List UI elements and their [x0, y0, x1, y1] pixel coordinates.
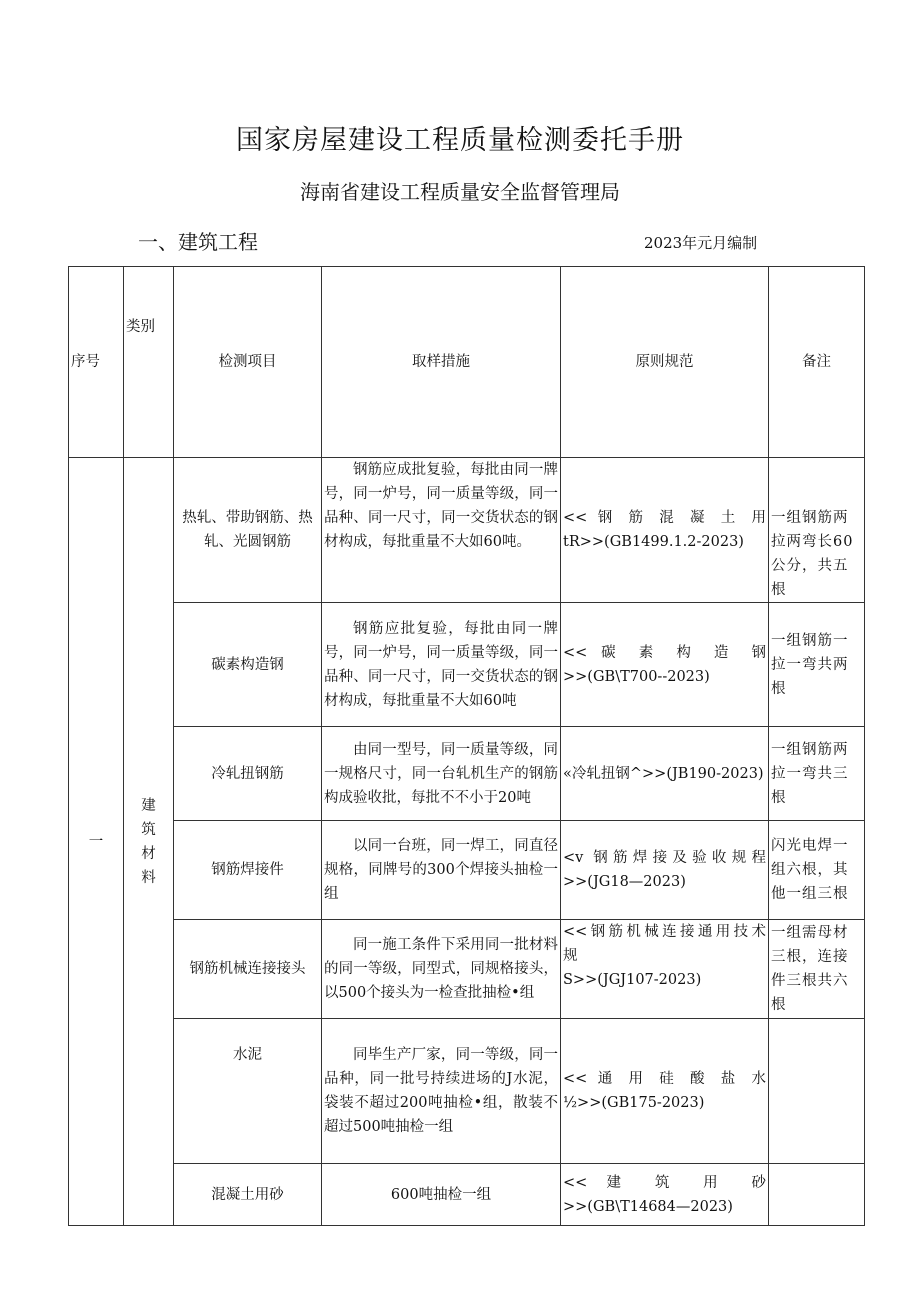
standard-line: <v 钢筋焊接及验收规程 — [563, 850, 766, 866]
note-cell: 闪光电焊一组六根，其他一组三根 — [769, 821, 865, 920]
standard-line: «冷轧扭钢^>>(JB190-2023) — [563, 765, 764, 782]
standard-line: S>>(JGJ107-2023) — [563, 972, 702, 988]
standard-line: << 碳 素 构 造 钢 — [563, 644, 766, 661]
table-row — [69, 727, 865, 821]
table-row — [69, 821, 865, 920]
header-method: 取样措施 — [322, 267, 561, 458]
section-heading: 一、建筑工程 — [138, 230, 258, 254]
standard-line: 规 — [563, 948, 578, 964]
method-cell: 600吨抽检一组 — [322, 1164, 561, 1226]
group-seq: 一 — [69, 458, 124, 1226]
standard-cell — [561, 821, 769, 920]
standard-cell — [561, 727, 769, 821]
item-cell: 冷轧扭钢筋 — [174, 727, 322, 821]
category-label: 建筑材料 — [141, 797, 156, 886]
standard-line: >>(JG18—2023) — [563, 874, 686, 890]
item-cell: 钢筋焊接件 — [174, 821, 322, 920]
standard-line: tR>>(GB1499.1.2-2023) — [563, 534, 744, 550]
note-cell: 一组钢筋两拉一弯共三根 — [769, 727, 865, 821]
standard-cell — [561, 1019, 769, 1164]
item-cell: 热轧、带助钢筋、热轧、光圆钢筋 — [174, 458, 322, 603]
standard-line: << 钢 筋 混 凝 土 用 — [563, 510, 766, 526]
method-cell: 钢筋应批复验，每批由同一牌号，同一炉号，同一质量等级，同一品种、同一尺寸，同一交货状态的钢材构成，每批重量不大如60吨 — [322, 603, 561, 727]
issuing-authority: 海南省建设工程质量安全监督管理局 — [300, 180, 620, 204]
item-cell: 水泥 — [174, 1019, 322, 1164]
standard-line: >>(GB\T14684—2023) — [563, 1198, 733, 1215]
standard-line: <<钢筋机械连接通用技术 — [563, 924, 766, 940]
compile-date: 2023年元月编制 — [644, 234, 758, 252]
standard-line: << 建 筑 用 砂 — [563, 1174, 766, 1191]
standard-cell — [561, 603, 769, 727]
table-row — [69, 458, 865, 603]
header-note: 备注 — [769, 267, 865, 458]
note-cell — [769, 1164, 865, 1226]
note-cell — [769, 1019, 865, 1164]
standard-line: ½>>(GB175-2023) — [563, 1095, 705, 1111]
item-cell: 碳素构造钢 — [174, 603, 322, 727]
table-row — [69, 920, 865, 1019]
note-cell: 一组钢筋两拉两弯长60公分，共五根 — [769, 458, 865, 603]
group-category — [124, 458, 174, 1226]
method-cell: 以同一台班，同一焊工，同直径规格，同牌号的300个焊接头抽检一组 — [322, 821, 561, 920]
standard-cell — [561, 1164, 769, 1226]
header-standard: 原则规范 — [561, 267, 769, 458]
standard-cell — [561, 458, 769, 603]
item-cell: 混凝土用砂 — [174, 1164, 322, 1226]
table-row — [69, 1019, 865, 1164]
method-cell: 同一施工条件下采用同一批材料的同一等级，同型式，同规格接头，以500个接头为一检查批抽检•组 — [322, 920, 561, 1019]
table-row — [69, 603, 865, 727]
method-cell: 由同一型号，同一质量等级，同一规格尺寸，同一台轧机生产的钢筋构成验收批，每批不不小于20吨 — [322, 727, 561, 821]
header-item: 检测项目 — [174, 267, 322, 458]
method-cell: 钢筋应成批复验，每批由同一牌号，同一炉号，同一质量等级，同一品种、同一尺寸，同一交货状态的钢材构成，每批重量不大如60吨。 — [322, 458, 561, 603]
standard-cell — [561, 920, 769, 1019]
header-category: 类别 — [124, 267, 174, 458]
note-cell: 一组需母材三根，连接件三根共六根 — [769, 920, 865, 1019]
inspection-table — [68, 266, 865, 1226]
table-header-row — [69, 267, 865, 458]
method-cell: 同毕生产厂家，同一等级，同一品种，同一批号持续进场的J水泥，袋装不超过200吨抽检•组，散装不超过500吨抽检一组 — [322, 1019, 561, 1164]
header-seq: 序号 — [69, 267, 124, 458]
table-row — [69, 1164, 865, 1226]
document-title: 国家房屋建设工程质量检测委托手册 — [236, 125, 684, 156]
standard-line: << 通 用 硅 酸 盐 水 — [563, 1071, 766, 1087]
item-cell: 钢筋机械连接接头 — [174, 920, 322, 1019]
note-cell: 一组钢筋一拉一弯共两根 — [769, 603, 865, 727]
standard-line: >>(GB\T700--2023) — [563, 668, 710, 685]
